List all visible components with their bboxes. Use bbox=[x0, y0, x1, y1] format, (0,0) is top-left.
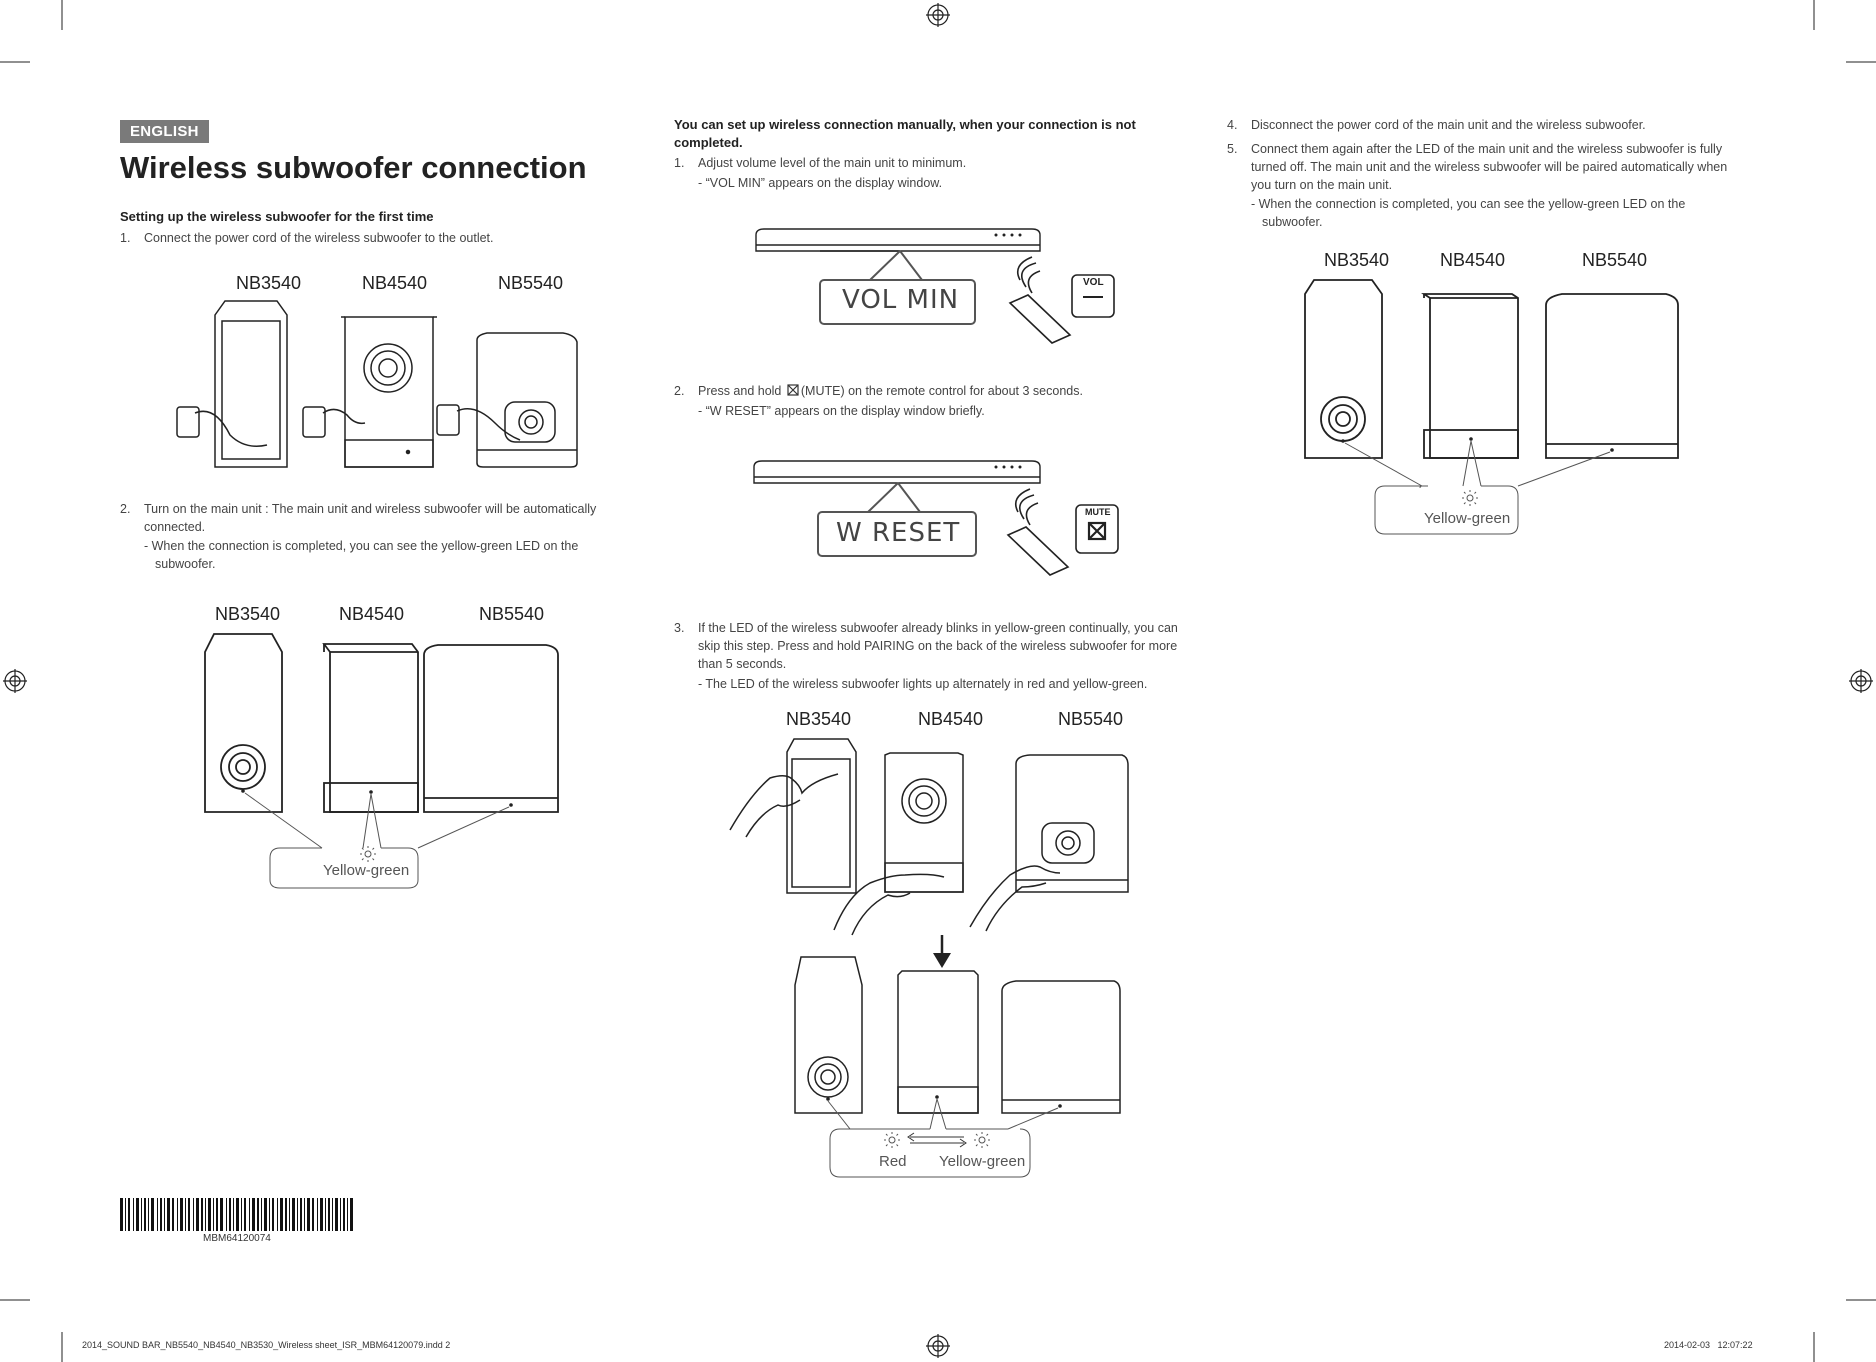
remote-button-label: VOL bbox=[1083, 277, 1104, 288]
step-number: 3. bbox=[674, 621, 685, 635]
subwoofer-led-illustration bbox=[200, 630, 540, 890]
step-note: - When the connection is completed, you can see the yellow-green LED on the bbox=[144, 539, 579, 553]
model-label: NB4540 bbox=[339, 604, 405, 624]
page-title: Wireless subwoofer connection bbox=[120, 150, 587, 185]
model-label: NB3540 bbox=[215, 604, 281, 624]
model-label: NB5540 bbox=[498, 273, 564, 293]
step-3 bbox=[674, 619, 1178, 637]
registration-mark-bottom bbox=[926, 1334, 950, 1358]
remote-button-label: MUTE bbox=[1085, 507, 1111, 517]
registration-mark-top bbox=[926, 3, 950, 27]
model-label: NB5540 bbox=[1058, 709, 1124, 729]
model-label: NB3540 bbox=[786, 709, 852, 729]
step-text-cont: connected. bbox=[144, 520, 206, 534]
display-window-text: W RESET bbox=[836, 518, 961, 548]
footer-filename: 2014_SOUND BAR_NB5540_NB4540_NB3530_Wireless sheet_ISR_MBM64120079.indd 2 bbox=[82, 1340, 451, 1350]
registration-mark-left bbox=[3, 669, 27, 693]
step-text-cont: (MUTE) on the remote control for about 3 seconds. bbox=[800, 384, 1083, 398]
step-2 bbox=[120, 500, 596, 518]
step-text-cont: turned off. The main unit and the wireless subwoofer will be paired automatically when bbox=[1251, 160, 1728, 174]
step-note-cont: subwoofer. bbox=[1262, 215, 1323, 229]
pairing-illustration bbox=[730, 735, 1150, 1185]
step-text: Adjust volume level of the main unit to minimum. bbox=[698, 156, 967, 170]
led-color-label-red: Red bbox=[879, 1153, 907, 1170]
step-text-cont: than 5 seconds. bbox=[698, 657, 787, 671]
model-label: NB4540 bbox=[1440, 250, 1506, 270]
step-number: 2. bbox=[120, 502, 131, 516]
step-1 bbox=[120, 229, 494, 247]
step-note-cont: subwoofer. bbox=[155, 557, 216, 571]
mute-icon bbox=[787, 384, 799, 396]
led-icon bbox=[360, 846, 376, 862]
section-subtitle: You can set up wireless connection manually, when your connection is not bbox=[674, 117, 1136, 132]
barcode-number: MBM64120074 bbox=[203, 1233, 271, 1244]
barcode bbox=[120, 1198, 355, 1233]
step-note: - When the connection is completed, you can see the yellow-green LED on the bbox=[1251, 197, 1686, 211]
step-1 bbox=[674, 154, 966, 172]
step-2 bbox=[674, 382, 1083, 400]
model-label: NB5540 bbox=[479, 604, 545, 624]
led-color-label: Yellow-green bbox=[323, 862, 410, 879]
step-text: Press and hold bbox=[698, 384, 782, 398]
language-badge: ENGLISH bbox=[120, 120, 209, 143]
step-text: Connect the power cord of the wireless subwoofer to the outlet. bbox=[144, 231, 494, 245]
model-label: NB3540 bbox=[236, 273, 302, 293]
step-number: 1. bbox=[120, 231, 131, 245]
step-text: If the LED of the wireless subwoofer already blinks in yellow-green continually, you can bbox=[698, 621, 1178, 635]
model-label: NB4540 bbox=[918, 709, 984, 729]
model-label: NB5540 bbox=[1582, 250, 1648, 270]
step-number: 4. bbox=[1227, 118, 1238, 132]
registration-mark-right bbox=[1849, 669, 1873, 693]
model-label: NB3540 bbox=[1324, 250, 1390, 270]
led-color-label-yellow-green: Yellow-green bbox=[939, 1153, 1026, 1170]
step-text: Connect them again after the LED of the main unit and the wireless subwoofer is fully bbox=[1251, 142, 1723, 156]
step-4 bbox=[1227, 116, 1646, 134]
step-text-cont: skip this step. Press and hold PAIRING on the back of the wireless subwoofer for more bbox=[698, 639, 1178, 653]
led-color-label: Yellow-green bbox=[1424, 510, 1511, 527]
led-icon bbox=[1462, 490, 1478, 506]
step-text: Turn on the main unit : The main unit and wireless subwoofer will be automatically bbox=[144, 502, 597, 516]
display-window-text: VOL MIN bbox=[842, 285, 960, 315]
led-icon bbox=[884, 1132, 990, 1148]
footer-timestamp: 2014-02-03 12:07:22 bbox=[1664, 1340, 1753, 1350]
section-subtitle-cont: completed. bbox=[674, 135, 743, 150]
step-note: - “W RESET” appears on the display window briefly. bbox=[698, 404, 985, 418]
step-number: 5. bbox=[1227, 142, 1238, 156]
step-number: 1. bbox=[674, 156, 685, 170]
step-text: Disconnect the power cord of the main unit and the wireless subwoofer. bbox=[1251, 118, 1646, 132]
section-subtitle: Setting up the wireless subwoofer for the first time bbox=[120, 209, 434, 224]
step-text-cont: you turn on the main unit. bbox=[1251, 178, 1393, 192]
step-note: - “VOL MIN” appears on the display window. bbox=[698, 176, 943, 190]
step-5 bbox=[1227, 140, 1722, 158]
step-note: - The LED of the wireless subwoofer lights up alternately in red and yellow-green. bbox=[698, 677, 1148, 691]
subwoofer-outlet-illustration bbox=[175, 295, 595, 470]
reconnect-led-illustration bbox=[1300, 276, 1640, 536]
step-number: 2. bbox=[674, 384, 685, 398]
model-label: NB4540 bbox=[362, 273, 428, 293]
